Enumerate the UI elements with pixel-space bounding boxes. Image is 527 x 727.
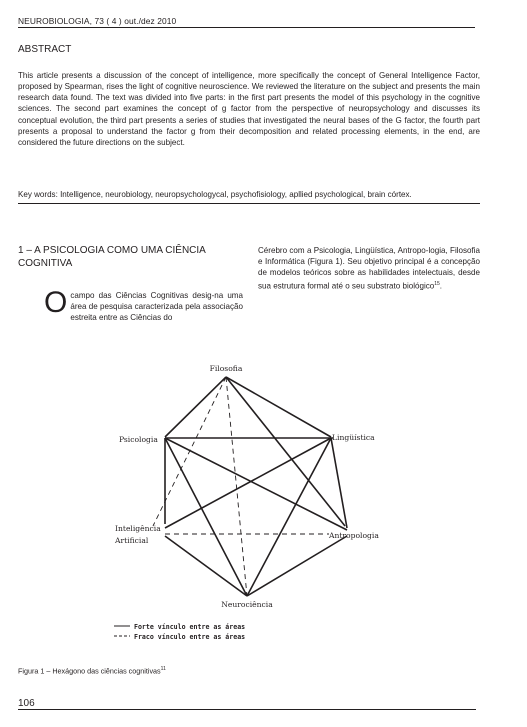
node-antropologia: Antropologia [329,531,379,540]
strong-links [165,377,347,596]
page-number: 106 [18,698,35,709]
keywords-label: Key words: [18,190,58,199]
figure-caption [18,666,166,675]
section-title: 1 – A PSICOLOGIA COMO UMA CIÊNCIA COGNITIVA [18,245,206,269]
figure-legend [114,622,245,642]
link-psicologia-neurociencia [165,438,247,596]
link-filosofia-ia [153,377,226,526]
link-antropologia-neurociencia [247,536,347,596]
running-header [18,16,475,28]
drop-cap: O [44,286,68,319]
link-filosofia-linguistica [226,377,331,437]
link-filosofia-antropologia [226,377,345,526]
legend-weak [114,632,245,642]
node-psicologia: Psicologia [119,435,158,444]
link-ia-neurociencia [165,536,247,596]
caption-reference: 11 [160,666,166,672]
volume-issue: 73 ( 4 ) [94,16,122,26]
legend-weak-label: Fraco vínculo entre as áreas [133,633,246,641]
body-column-right [258,245,480,291]
keywords-text: Intelligence, neurobiology, neuropsychologycal, psychofisiology, apllied psychological, brain córtex. [60,190,412,199]
legend-strong-label: Forte vínculo entre as áreas [133,623,246,631]
node-linguistica: Lingüística [332,433,375,442]
caption-label: Figura 1 [18,666,45,676]
link-linguistica-antropologia [331,438,347,528]
link-filosofia-psicologia [165,377,226,437]
body-column-left [18,286,243,324]
node-neurociencia: Neurociência [221,600,273,609]
page-footer [18,698,476,710]
abstract-body: This article presents a discussion of the concept of intelligence, more specifically the concept of General Intelligence Factor, proposed by Spearman, rises the light of cognitive neuroscience. We reviewed the literature on the subject and presents the main research data found. The text was divided into five parts: in the first part presents the model of this psychology in the cognitive sciences. The second part examines the concept of g factor from the perspective of neuropsychology and discusses its conceptual evolution, the third part presents a series of studies that investigated the neural bases of the G factor, the fourth part presents a proposal to understand the factor g from their decomposition and related processing elements, in the end, are considered the future directions on the subject. [18,71,480,147]
sentence-end: . [439,281,443,291]
link-linguistica-neurociencia [247,438,331,596]
node-artificial: Artificial [115,536,149,545]
solid-line-icon [114,623,130,629]
node-filosofia: Filosofia [209,364,243,373]
body-text-right: Cérebro com a Psicologia, Lingüística, Antropo-logia, Filosofia e Informática (Figura 1). Seu objetivo principal é a concepção de modelos teóricos sobre as habilidades intelectuais, desde sua estrutura formal até o seu substrato biológico [258,246,480,291]
caption-text: – Hexágono das ciências cognitivas [44,666,161,676]
reference-superscript: 15 [434,280,440,287]
issue-date: out./dez 2010 [124,16,177,26]
figure-hexagon [95,360,395,620]
journal-name: NEUROBIOLOGIA, [18,16,92,26]
abstract-title: ABSTRACT [18,44,72,55]
link-psicologia-antropologia [165,438,347,530]
hexagon-diagram [95,360,395,620]
node-inteligencia: Inteligência [115,524,161,533]
keywords [18,189,480,204]
dashed-line-icon [114,633,130,639]
body-text-left: campo das Ciências Cognitivas desig-na uma área de pesquisa caracterizada pela associação estreita entre as Ciências do [70,291,243,323]
legend-strong [114,622,245,632]
